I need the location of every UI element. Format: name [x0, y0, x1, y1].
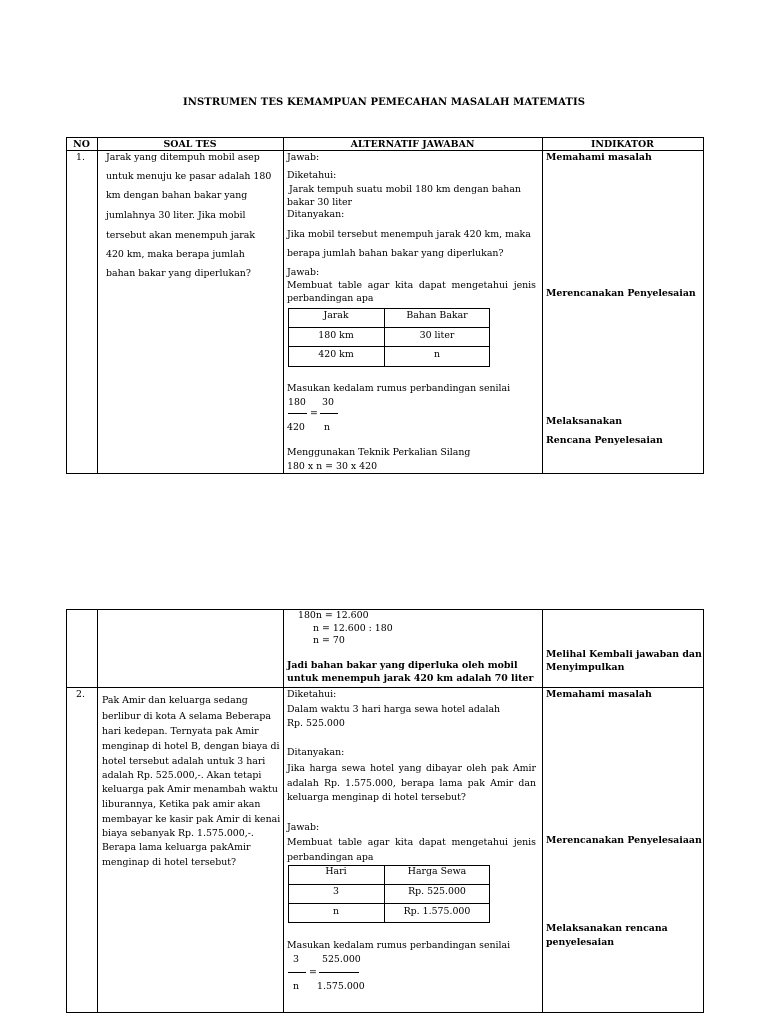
indicator-label: Melaksanakan rencana: [546, 923, 668, 934]
equation: 180 x n = 30 x 420: [287, 461, 378, 472]
table-cell: 3: [333, 886, 339, 897]
jawab-label: Jawab:: [287, 152, 320, 163]
indicator-label: Melaksanakan: [546, 416, 623, 427]
table-header-hari: Hari: [325, 866, 347, 877]
ditanyakan-label: Ditanyakan:: [287, 747, 345, 758]
document-title: INSTRUMEN TES KEMAMPUAN PEMECAHAN MASALAH MATEMATIS: [182, 97, 586, 108]
table-header-harga-sewa: Harga Sewa: [407, 866, 467, 877]
soal-line: liburannya, Ketika pak amir akan: [102, 799, 261, 810]
indicator-label: Memahami masalah: [546, 689, 652, 700]
equation: n = 70: [313, 635, 345, 646]
indicator-label: Merencanakan Penyelesaian: [546, 288, 696, 299]
fraction-numerator: 525.000: [322, 954, 361, 965]
diketahui-label: Diketahui:: [287, 170, 337, 181]
indicator-label: Rencana Penyelesaian: [546, 435, 663, 446]
diketahui-text: Rp. 525.000: [287, 718, 345, 729]
equals-sign: =: [310, 408, 318, 419]
soal-line: membayar ke kasir pak Amir di kenai: [102, 814, 281, 825]
soal-line: tersebut akan menempuh jarak: [106, 230, 256, 241]
ditanyakan-text: Jika harga sewa hotel yang dibayar oleh pak Amir: [287, 763, 536, 774]
teknik-text: Menggunakan Teknik Perkalian Silang: [287, 447, 471, 458]
table-intro: perbandingan apa: [287, 293, 374, 304]
table-cell: 180 km: [318, 330, 354, 341]
header-indikator: INDIKATOR: [591, 139, 654, 150]
soal-line: Berapa lama keluarga pakAmir: [102, 842, 251, 853]
diketahui-text: Jarak tempuh suatu mobil 180 km dengan bahan: [289, 184, 521, 195]
header-alternatif-jawaban: ALTERNATIF JAWABAN: [350, 139, 475, 150]
fraction-numerator: 3: [293, 954, 299, 965]
fraction-numerator: 180: [288, 397, 306, 408]
soal-line: Pak Amir dan keluarga sedang: [102, 695, 248, 706]
equation: n = 12.600 : 180: [313, 623, 393, 634]
conclusion-text: Jadi bahan bakar yang diperluka oleh mobil: [287, 660, 518, 671]
table-cell: 30 liter: [419, 330, 455, 341]
fraction-denominator: n: [293, 981, 300, 992]
table-intro: Membuat table agar kita dapat mengetahui jenis: [287, 837, 536, 848]
ditanyakan-text: berapa jumlah bahan bakar yang diperlukan?: [287, 248, 504, 259]
diketahui-text: Dalam waktu 3 hari harga sewa hotel adalah: [287, 704, 501, 715]
table-header-bahan-bakar: Bahan Bakar: [406, 310, 468, 321]
fraction-denominator: 1.575.000: [317, 981, 365, 992]
soal-line: hari kedepan. Ternyata pak Amir: [102, 726, 259, 737]
question-number: 1.: [76, 152, 85, 163]
soal-line: biaya sebanyak Rp. 1.575.000,-.: [102, 828, 254, 839]
indicator-label: Memahami masalah: [546, 152, 652, 163]
indicator-label: penyelesaian: [546, 937, 615, 948]
soal-line: menginap di hotel B, dengan biaya di: [102, 741, 280, 752]
table-header-jarak: Jarak: [323, 310, 349, 321]
fraction-numerator: 30: [322, 397, 334, 408]
soal-line: 420 km, maka berapa jumlah: [106, 249, 245, 260]
jawab-label: Jawab:: [287, 267, 320, 278]
diketahui-label: Diketahui:: [287, 689, 337, 700]
table-cell: Rp. 525.000: [408, 886, 466, 897]
indicator-label: Merencanakan Penyelesaiaan: [546, 835, 702, 846]
soal-line: jumlahnya 30 liter. Jika mobil: [106, 210, 246, 221]
soal-line: berlibur di kota A selama Beberapa: [102, 711, 271, 722]
equation: 180n = 12.600: [298, 610, 369, 621]
conclusion-text: untuk menempuh jarak 420 km adalah 70 liter: [287, 673, 534, 684]
ditanyakan-text: keluarga menginap di hotel tersebut?: [287, 792, 466, 803]
soal-line: hotel tersebut adalah untuk 3 hari: [102, 756, 266, 767]
table-cell: Rp. 1.575.000: [403, 906, 471, 917]
soal-line: adalah Rp. 525.000,-. Akan tetapi: [102, 770, 262, 781]
fraction-denominator: 420: [287, 422, 305, 433]
soal-line: untuk menuju ke pasar adalah 180: [106, 171, 272, 182]
soal-line: Jarak yang ditempuh mobil asep: [106, 152, 260, 163]
rumus-text: Masukan kedalam rumus perbandingan senilai: [287, 940, 511, 951]
ditanyakan-text: Jika mobil tersebut menempuh jarak 420 km, maka: [287, 229, 531, 240]
soal-line: km dengan bahan bakar yang: [106, 190, 248, 201]
fraction-denominator: n: [324, 422, 331, 433]
table-intro: Membuat table agar kita dapat mengetahui jenis: [287, 280, 536, 291]
header-no: NO: [73, 139, 90, 150]
indicator-label: Menyimpulkan: [546, 662, 625, 673]
diketahui-text: bakar 30 liter: [287, 197, 353, 208]
jawab-label: Jawab:: [287, 822, 320, 833]
table-cell: n: [332, 906, 340, 917]
soal-line: bahan bakar yang diperlukan?: [106, 268, 251, 279]
indicator-label: Melihal Kembali jawaban dan: [546, 649, 702, 660]
ditanyakan-text: adalah Rp. 1.575.000, berapa lama pak Amir dan: [287, 778, 536, 789]
table-cell: 420 km: [318, 349, 354, 360]
equals-sign: =: [309, 967, 317, 978]
table-intro: perbandingan apa: [287, 852, 374, 863]
question-number: 2.: [76, 689, 85, 700]
soal-line: keluarga pak Amir menambah waktu: [102, 784, 278, 795]
ditanyakan-label: Ditanyakan:: [287, 209, 345, 220]
rumus-text: Masukan kedalam rumus perbandingan senilai: [287, 383, 511, 394]
soal-line: menginap di hotel tersebut?: [102, 857, 237, 868]
table-cell: n: [433, 349, 441, 360]
header-soal-tes: SOAL TES: [163, 139, 217, 150]
